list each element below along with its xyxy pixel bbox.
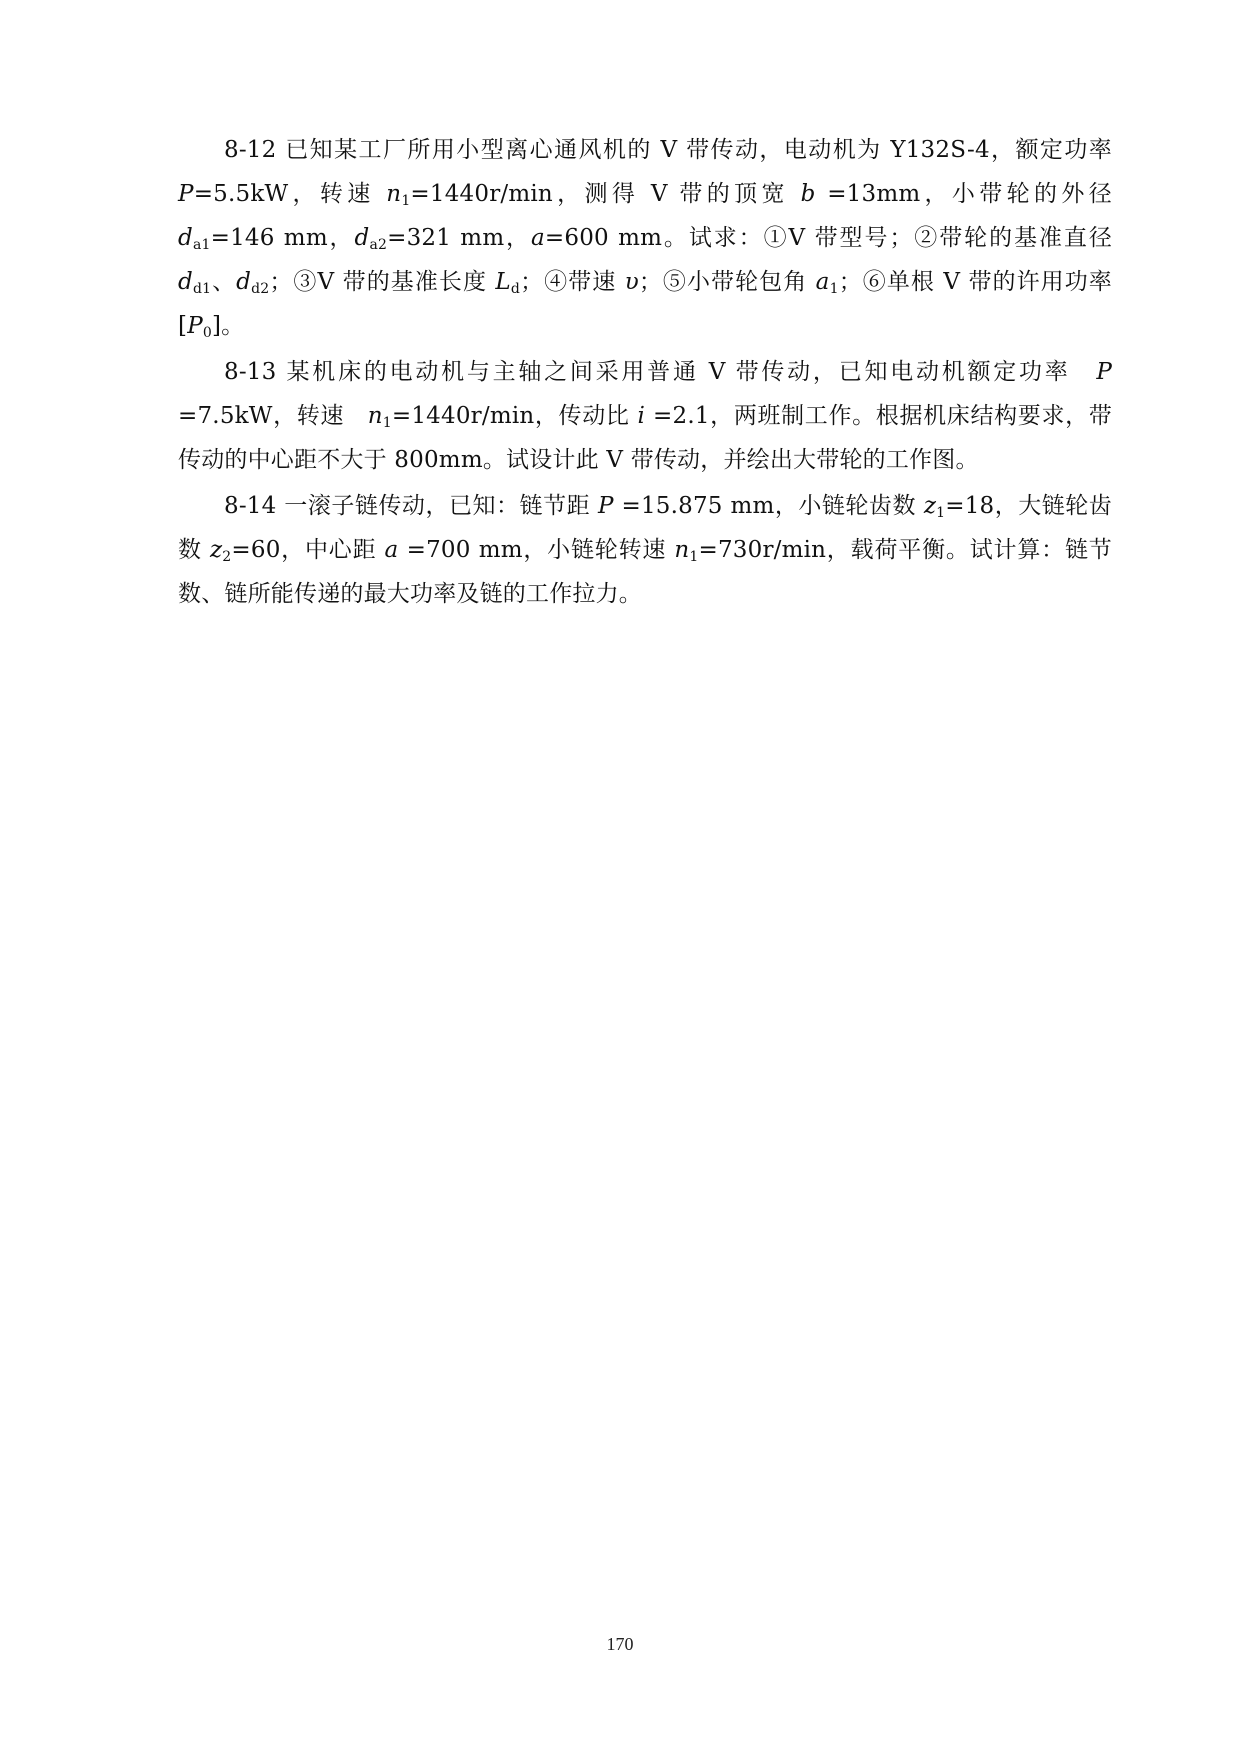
problem-8-12 [178, 128, 1112, 348]
subscript: d1 [192, 281, 212, 297]
text-run: 8-12 已知某工厂所用小型离心通风机的 V 带传动，电动机为 Y132S-4，额定功率 [224, 137, 1112, 163]
variable-symbol: υ [624, 269, 639, 295]
text-run: =13mm，小带轮的外径 [815, 181, 1112, 207]
variable-symbol: P [1096, 359, 1112, 385]
variable-symbol: n [367, 403, 383, 429]
problem-list [178, 128, 1112, 618]
subscript: 1 [936, 505, 946, 521]
text-run: =60，中心距 [231, 537, 385, 563]
variable-symbol: n [674, 537, 690, 563]
variable-symbol: a [531, 225, 545, 251]
variable-symbol: n [386, 181, 402, 207]
text-run: =5.5kW，转速 [193, 181, 387, 207]
text-run: 、 [211, 269, 237, 295]
text-run: =700 mm，小链轮转速 [398, 537, 675, 563]
subscript: d [510, 281, 521, 297]
variable-symbol: d [354, 225, 370, 251]
text-run: ；⑥单根 V 带的许用功率[ [178, 269, 1112, 339]
variable-symbol: a [815, 269, 830, 295]
variable-symbol: d [236, 269, 252, 295]
problem-8-14 [178, 484, 1112, 616]
subscript: 1 [401, 193, 411, 209]
text-run: =2.1，两班制工作。根据机床结构要求，带传动的中心距不大于 800mm。试设计此 V 带传动，并绘出大带轮的工作图。 [178, 403, 1112, 473]
text-run: =15.875 mm，小链轮齿数 [613, 493, 924, 519]
text-run: ；④带速 [520, 269, 625, 295]
variable-symbol: a [384, 537, 399, 563]
variable-symbol: L [495, 269, 511, 295]
subscript: 0 [202, 325, 212, 341]
variable-symbol: P [178, 181, 194, 207]
text-run: =146 mm， [210, 225, 355, 251]
text-run: =1440r/min，测得 V 带的顶宽 [410, 181, 801, 207]
text-run: =730r/min，载荷平衡。试计算：链节数、链所能传递的最大功率及链的工作拉力。 [178, 537, 1112, 607]
variable-symbol: z [209, 537, 223, 563]
variable-symbol: z [923, 493, 937, 519]
text-run: 8-14 一滚子链传动，已知：链节距 [224, 493, 598, 519]
variable-symbol: d [178, 225, 193, 251]
text-run: ]。 [211, 313, 245, 339]
subscript: a1 [192, 237, 211, 253]
text-run: =600 mm。试求：①V 带型号；②带轮的基准直径 [544, 225, 1113, 251]
subscript: 2 [222, 549, 232, 565]
variable-symbol: i [637, 403, 646, 429]
text-run: =18，大链轮齿数 [178, 493, 1113, 563]
variable-symbol: d [178, 269, 193, 295]
subscript: d2 [251, 281, 270, 297]
page-number: 170 [606, 1634, 634, 1654]
problem-8-13 [178, 350, 1112, 482]
subscript: 1 [382, 415, 392, 431]
subscript: 1 [689, 549, 699, 565]
subscript: 1 [829, 281, 839, 297]
variable-symbol: P [597, 493, 614, 519]
text-run: ；③V 带的基准长度 [269, 269, 496, 295]
text-run: =7.5kW，转速 [178, 403, 368, 429]
text-run: ；⑤小带轮包角 [638, 269, 816, 295]
text-run: 8-13 某机床的电动机与主轴之间采用普通 V 带传动，已知电动机额定功率 [224, 359, 1097, 385]
subscript: a2 [369, 237, 388, 253]
text-run: =321 mm， [387, 225, 531, 251]
variable-symbol: b [800, 181, 816, 207]
text-run: =1440r/min，传动比 [391, 403, 638, 429]
variable-symbol: P [187, 313, 203, 339]
